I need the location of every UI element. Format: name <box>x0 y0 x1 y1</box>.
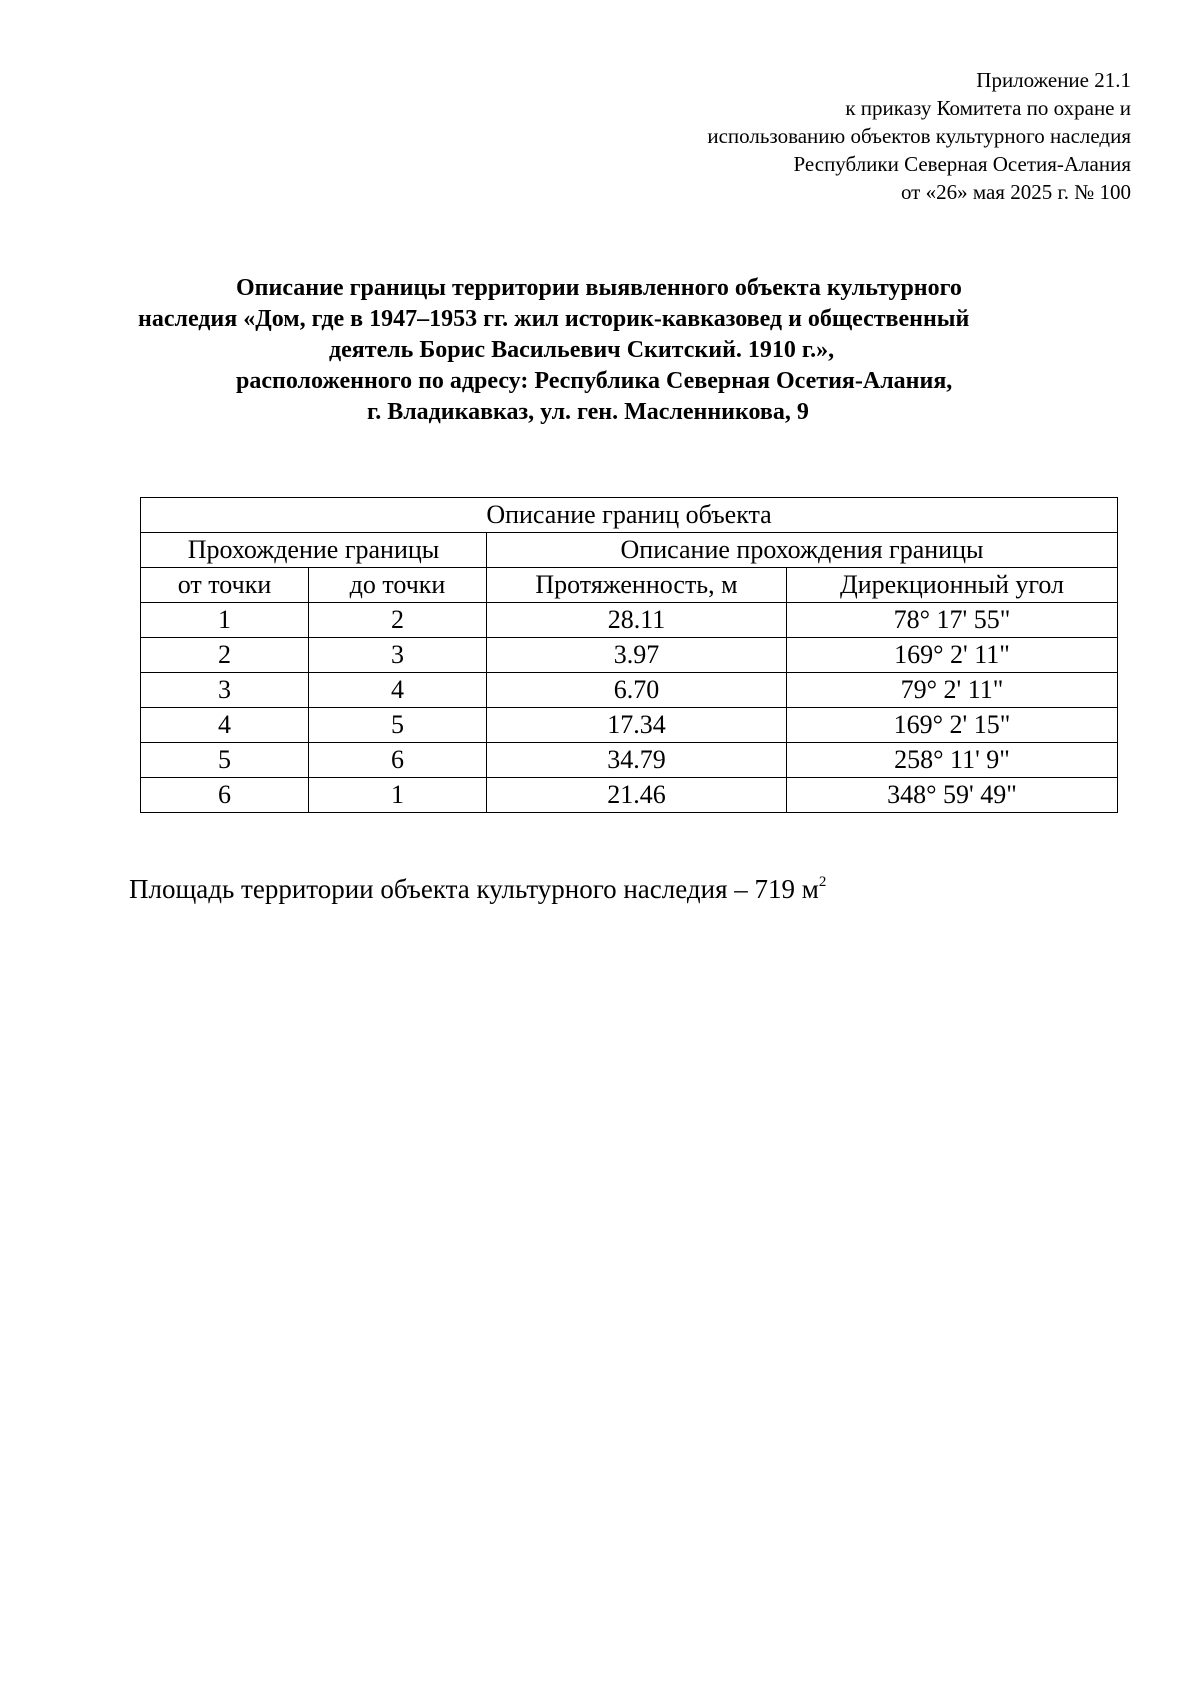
length-cell: 21.46 <box>487 778 787 813</box>
length-cell: 34.79 <box>487 743 787 778</box>
angle-cell: 258° 11' 9" <box>787 743 1118 778</box>
from-point-cell: 3 <box>141 673 309 708</box>
length-cell: 6.70 <box>487 673 787 708</box>
title-line: наследия «Дом, где в 1947–1953 гг. жил историк-кавказовед и общественный <box>138 306 970 332</box>
table-caption: Описание границ объекта <box>141 498 1118 533</box>
group-header-right: Описание прохождения границы <box>487 533 1118 568</box>
appendix-block <box>431 66 1131 206</box>
length-cell: 28.11 <box>487 603 787 638</box>
table-row <box>141 638 1118 673</box>
column-header: Протяженность, м <box>487 568 787 603</box>
title-line: деятель Борис Васильевич Скитский. 1910 г.», <box>329 337 835 363</box>
to-point-cell: 1 <box>309 778 487 813</box>
appendix-line: от «26» мая 2025 г. № 100 <box>900 180 1131 204</box>
table-row <box>141 673 1118 708</box>
to-point-cell: 6 <box>309 743 487 778</box>
from-point-cell: 4 <box>141 708 309 743</box>
boundary-table <box>140 497 1118 813</box>
title-line: расположенного по адресу: Республика Северная Осетия-Алания, <box>236 368 953 394</box>
group-header-left: Прохождение границы <box>141 533 487 568</box>
column-header: до точки <box>309 568 487 603</box>
to-point-cell: 2 <box>309 603 487 638</box>
angle-cell: 348° 59' 49" <box>787 778 1118 813</box>
to-point-cell: 4 <box>309 673 487 708</box>
table-row <box>141 743 1118 778</box>
angle-cell: 79° 2' 11" <box>787 673 1118 708</box>
appendix-line: Республики Северная Осетия-Алания <box>793 152 1131 176</box>
appendix-line: к приказу Комитета по охране и <box>845 96 1131 120</box>
table-group-row <box>141 533 1118 568</box>
length-cell: 17.34 <box>487 708 787 743</box>
from-point-cell: 5 <box>141 743 309 778</box>
to-point-cell: 5 <box>309 708 487 743</box>
table-header-row <box>141 568 1118 603</box>
appendix-line: использованию объектов культурного наследия <box>707 124 1131 148</box>
table-row <box>141 778 1118 813</box>
table-row <box>141 603 1118 638</box>
column-header: Дирекционный угол <box>787 568 1118 603</box>
title-line: Описание границы территории выявленного объекта культурного <box>236 275 962 301</box>
from-point-cell: 2 <box>141 638 309 673</box>
appendix-line: Приложение 21.1 <box>976 68 1131 92</box>
angle-cell: 78° 17' 55" <box>787 603 1118 638</box>
length-cell: 3.97 <box>487 638 787 673</box>
area-unit-superscript: 2 <box>818 874 827 890</box>
title-line: г. Владикавказ, ул. ген. Масленникова, 9 <box>367 399 809 425</box>
angle-cell: 169° 2' 11" <box>787 638 1118 673</box>
table-caption-row <box>141 498 1118 533</box>
from-point-cell: 1 <box>141 603 309 638</box>
angle-cell: 169° 2' 15" <box>787 708 1118 743</box>
area-text: Площадь территории объекта культурного наследия – 719 м <box>129 874 819 904</box>
area-statement <box>129 874 826 905</box>
to-point-cell: 3 <box>309 638 487 673</box>
table-row <box>141 708 1118 743</box>
from-point-cell: 6 <box>141 778 309 813</box>
column-header: от точки <box>141 568 309 603</box>
